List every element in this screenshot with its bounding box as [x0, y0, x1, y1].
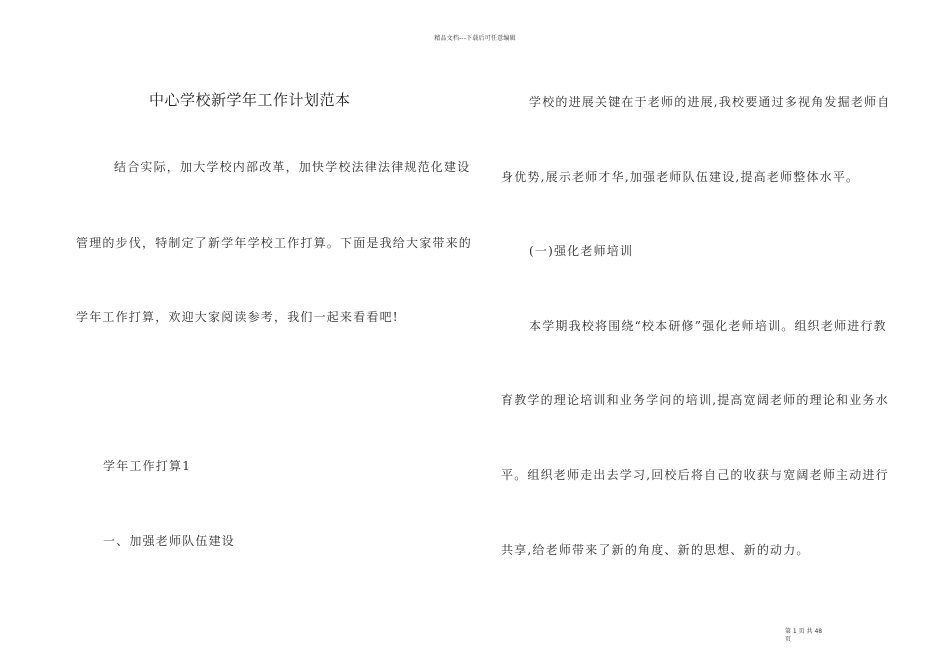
- document-title: 中心学校新学年工作计划范本: [149, 91, 351, 109]
- subsection-heading: (一)强化老师培训: [529, 244, 634, 258]
- section-heading: 学年工作打算1: [103, 459, 192, 473]
- intro-paragraph-line-3: 学年工作打算，欢迎大家阅读参考，我们一起来看看吧!: [76, 310, 399, 324]
- body-line-2: 身优势,展示老师才华,加强老师队伍建设,提高老师整体水平。: [501, 170, 860, 184]
- intro-paragraph-line-1: 结合实际，加大学校内部改革，加快学校法律法律规范化建设: [114, 160, 471, 174]
- body-line-3: 本学期我校将围绕“校本研修”强化老师培训。组织老师进行教: [529, 319, 887, 333]
- body-line-1: 学校的进展关键在于老师的进展,我校要通过多视角发掘老师自: [529, 95, 891, 109]
- page-number: 第 1 页 共 48 页: [785, 628, 823, 643]
- body-line-5: 平。组织老师走出去学习,回校后将自己的收获与宽阔老师主动进行: [501, 468, 889, 482]
- header-note: 精品文档---下载后可任意编辑: [434, 35, 516, 42]
- sub-heading: 一、加强老师队伍建设: [103, 534, 236, 548]
- intro-paragraph-line-2: 管理的步伐，特制定了新学年学校工作打算。下面是我给大家带来的: [76, 236, 473, 250]
- body-line-4: 育教学的理论培训和业务学问的培训,提高宽阔老师的理论和业务水: [501, 393, 889, 407]
- body-line-6: 共享,给老师带来了新的角度、新的思想、新的动力。: [501, 543, 810, 557]
